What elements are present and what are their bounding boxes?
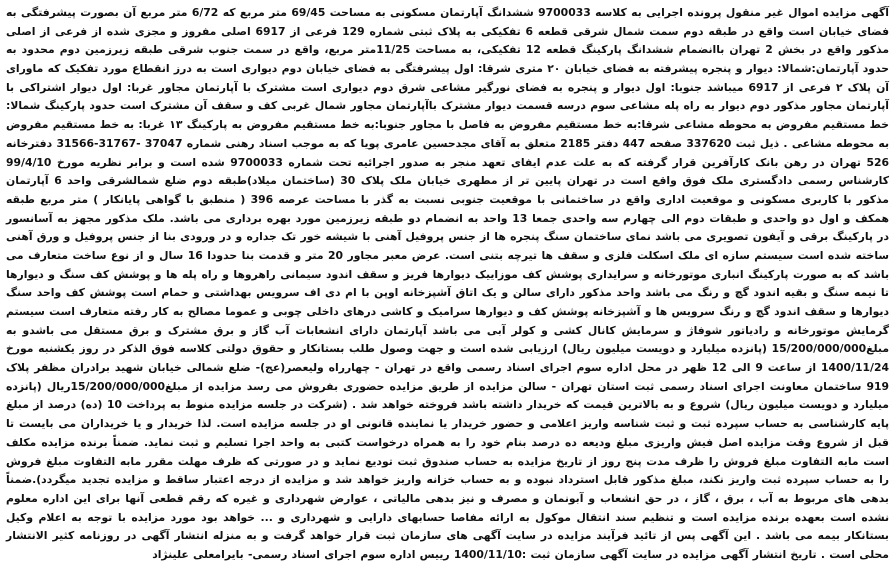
auction-notice-text: آگهی مزایده اموال غیر منقول پرونده اجرایی به کلاسه 9700033 ششدانگ آپارتمان مسکونی به مساحت 69/45 متر مربع که 6/72 متر مربع آن بصورت پیشرفتگی به فضای خیابان است واقع در طبقه دوم سمت شمال شرقی قطعه 6 تفکیکی به پلاک ثبتی شماره 129 فرعی از 6917 اصلی مفروز و مجزی شده از فرعی از اصلی مذکور واقع در بخش 2 تهران باانضمام ششدانگ پارکینگ قطعه 12 تفکیکی، به مساحت 11/25متر مربع، واقع در سمت جنوب شرقی طبقه زیرزمین دوم محدود به حدود آپارتمان:شمالا: دیوار و پنجره پیشرفته به فضای خیابان ۲۰ متری شرقا: اول پیشرفتگی به فضای خیابان دوم دیواری است به درز انقطاع مورد تفکیک که ماورای آن پلاک ۲ فرعی از 6917 میباشد جنوبا: اول دیوار و پنجره به فضای نورگیر مشاعی شرق دوم دیواری است مشترک با آپارتمان مجاور غربا: اول دیوار اشتراکی با آپارتمان مجاور مذکور دوم دیوار به راه پله مشاعی سوم درسه قسمت دیوار مشترک باآپارتمان مجاور شمال غربی کف و سقف آن مشترک است حدود پارکینگ شمالا: خط مستقیم مفروض به محوطه مشاعی شرقا:به خط مستقیم مفروض به فاصل با مجاور جنوبا:به خط مستقیم مفروض به پارکینگ ۱۳ غربا: به خط مستقیم مفروض به محوطه مشاعی . ذیل ثبت 337620 صفحه 447 دفتر 2185 متعلق به آقای مجدحسین عامری پویا که به موجب اسناد رهنی شماره 37047 -31767-31566 دفترخانه 526 تهران در رهن بانک کارآفرین قرار گرفته که به علت عدم ایفای تعهد منجر به صدور اجرائیه تحت شماره 9700033 شده است و برابر نظریه مورخ 99/4/10 کارشناس رسمی دادگستری ملک فوق واقع است در تهران پایین تر از مطهری خیابان ملک پلاک 30 (ساختمان میلاد)طبقه دوم ضلع شمالشرقی واحد 6 آپارتمان مذکور با کاربری مسکونی و موقعیت اداری واقع در ساختمانی با موقعیت جنوبی نسبت به گذر با مساحت عرصه 396 ( منطبق با گواهی پایانکار ) متر مربع طبقه همکف و اول دو واحدی و طبقات دوم الی چهارم سه واحدی جمعا 13 واحد به انضمام دو طبقه زیرزمین مورد بهره برداری می باشد. ملک مذکور مجهز به آسانسور در پارکینگ برقی و آیفون تصویری می باشد نمای ساختمان سنگ پنجره ها از جنس پروفیل آهنی با شیشه خور تک جداره و در ورودی بنا از جنس پروفیل و ورق آهنی ساخته شده است سیستم سازه ای ملک اسکلت فلزی و سقف ها تیرچه بتنی است. عرض معبر مجاور 20 متر و قدمت بنا حدودا 16 سال و از نوع ساخت متعارف می باشد که به صورت پارکینگ انباری موتورخانه و سرایداری پوشش کف موزاییک دیوارها فریز و سقف اندود سیمانی راهروها و راه پله ها و پوشش کف سنگ و دیوارها تا نیمه سنگ و بقیه اندود گچ و رنگ می باشد واحد مذکور دارای سالن و یک اتاق آشپزخانه اوپن با ام دی اف سرویس بهداشتی و حمام است پوشش کف واحد سنگ دیوارها و سقف اندود گچ و رنگ سرویس ها و آشپزخانه پوشش کف و دیوارها سرامیک و کاشی درهای داخلی چوبی و عموما مصالح به کار رفته متعارف است سیستم گرمایش موتورخانه و رادیاتور شوفاژ و سرمایش کانال کشی و کولر آبی می باشد آپارتمان دارای انشعابات آب گاز و برق مشترک و برق مستقل می باشدو به مبلغ15/200/000/000 (پانزده میلیارد و دویست میلیون ریال) ارزیابی شده است و جهت وصول طلب بستانکار و حقوق دولتی کلاسه فوق الذکر در روز یکشنبه مورخ 1400/11/24 از ساعت 9 الی 12 ظهر در محل اداره سوم اجرای اسناد رسمی واقع در تهران - چهارراه ولیعصر(عج)- ضلع شمالی خیابان شهید برادران مظفر پلاک 919 ساختمان معاونت اجرای اسناد رسمی ثبت استان تهران - سالن مزایده از طریق مزایده حضوری بفروش می رسد مزایده از مبلغ15/200/000/000ریال (پانزده میلیارد و دویست میلیون ریال) شروع و به بالاترین قیمت که خریدار داشته باشد فروخته خواهد شد . (شرکت در جلسه مزایده منوط به پرداخت 10 (ده) درصد از مبلغ پایه کارشناسی به حساب سپرده ثبت و ثبت شناسه واریز اعلامی و حضور خریدار یا نماینده قانونی او در جلسه مزایده است. لذا خریدار و یا خریداران می بایست تا قبل از شروع وقت مزایده اصل فیش واریزی مبلغ ودیعه ده درصد بنام خود را به همراه درخواست کتبی به واحد اجرا تسلیم و ثبت نماید. ضمناً برنده مزایده مکلف است مابه التفاوت مبلغ فروش را ظرف مدت پنج روز از تاریخ مزایده به حساب صندوق ثبت تودیع نماید و در صورتی که ظرف مهلت مقرر مابه التفاوت مبلغ فروش را به حساب سپرده ثبت واریز نکند، مبلغ مذکور قابل استرداد نبوده و به حساب خزانه واریز خواهد شد و مزایده از درجه اعتبار ساقط و مزایده تجدید میگردد).ضمناً بدهی های مربوط به آب ، برق ، گاز ، در حق انشعاب و آبونمان و مصرف و نیز بدهی مالیاتی ، عوارض شهرداری و غیره که رقم قطعی آنها برای این اداره معلوم نشده است بعهده برنده مزایده است و تنظیم سند انتقال موکول به ارائه مفاصا حسابهای دارایی و شهرداری و ... خواهد بود مورد مزایده با توجه به اعلام وکیل بستانکار بیمه می باشد . این آگهی پس از تائید فرآیند مزایده در سایت آگهی های سازمان ثبت قرار خواهد گرفت و به منزله انتشار آگهی در روزنامه کثیر الانتشار محلی است . تاریخ انتشار آگهی مزایده در سایت آگهی سازمان ثبت :1400/11/10 رییس اداره سوم اجرای اسناد رسمی- بایرامعلی علینژاد	[6, 6, 890, 561]
